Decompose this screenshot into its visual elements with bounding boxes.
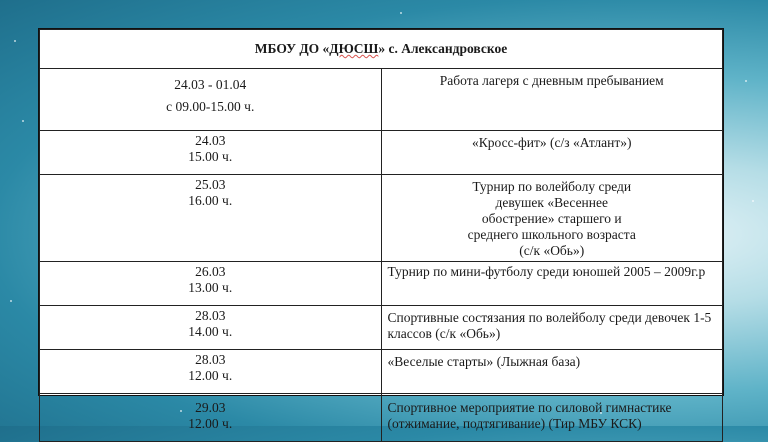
table-row xyxy=(40,350,723,394)
table-row xyxy=(40,306,723,350)
table-row xyxy=(40,131,723,175)
event-description: Турнир по волейболу среди девушек «Весеннее обострение» старшего и среднего школьного возраста (с/к «Обь») xyxy=(381,175,723,262)
event-time: 14.00 ч. xyxy=(188,324,233,339)
sparkle xyxy=(14,40,16,42)
date-cell xyxy=(40,306,382,350)
event-time: 16.00 ч. xyxy=(188,193,233,208)
org-prefix: МБОУ ДО « xyxy=(254,41,330,56)
event-date: 24.03 - 01.04 xyxy=(174,77,247,92)
event-time: 12.00 ч. xyxy=(188,416,233,431)
schedule-table xyxy=(39,29,723,442)
sparkle xyxy=(22,120,24,122)
event-description: Работа лагеря с дневным пребыванием xyxy=(381,69,723,131)
date-cell xyxy=(40,131,382,175)
org-title xyxy=(40,30,723,69)
event-date: 25.03 xyxy=(195,177,226,192)
sparkle xyxy=(752,200,754,202)
table-row xyxy=(40,69,723,131)
event-date: 28.03 xyxy=(195,308,226,323)
table-row xyxy=(40,175,723,262)
event-date: 29.03 xyxy=(195,400,226,415)
event-time: 12.00 ч. xyxy=(188,368,233,383)
sparkle xyxy=(745,80,747,82)
event-time: с 09.00-15.00 ч. xyxy=(166,99,255,114)
event-description: «Кросс-фит» (с/з «Атлант») xyxy=(381,131,723,175)
event-description: «Веселые старты» (Лыжная база) xyxy=(381,350,723,394)
date-cell xyxy=(40,175,382,262)
table-row xyxy=(40,394,723,442)
date-cell xyxy=(40,69,382,131)
table-row xyxy=(40,262,723,306)
document-page xyxy=(38,28,724,431)
event-date: 24.03 xyxy=(195,133,226,148)
header-row xyxy=(40,30,723,69)
date-cell xyxy=(40,350,382,394)
org-short: ДЮСШ xyxy=(329,41,379,56)
event-description: Спортивные состязания по волейболу среди девочек 1-5 классов (с/к «Обь») xyxy=(381,306,723,350)
org-suffix: » с. Александровское xyxy=(378,41,508,56)
date-cell xyxy=(40,394,382,442)
date-cell xyxy=(40,262,382,306)
sparkle xyxy=(10,300,12,302)
sparkle xyxy=(400,12,402,14)
event-description: Турнир по мини-футболу среди юношей 2005 – 2009г.р xyxy=(381,262,723,306)
event-date: 26.03 xyxy=(195,264,226,279)
event-date: 28.03 xyxy=(195,352,226,367)
event-time: 15.00 ч. xyxy=(188,149,233,164)
event-time: 13.00 ч. xyxy=(188,280,233,295)
event-description: Спортивное мероприятие по силовой гимнастике (отжимание, подтягивание) (Тир МБУ КСК) xyxy=(381,394,723,442)
